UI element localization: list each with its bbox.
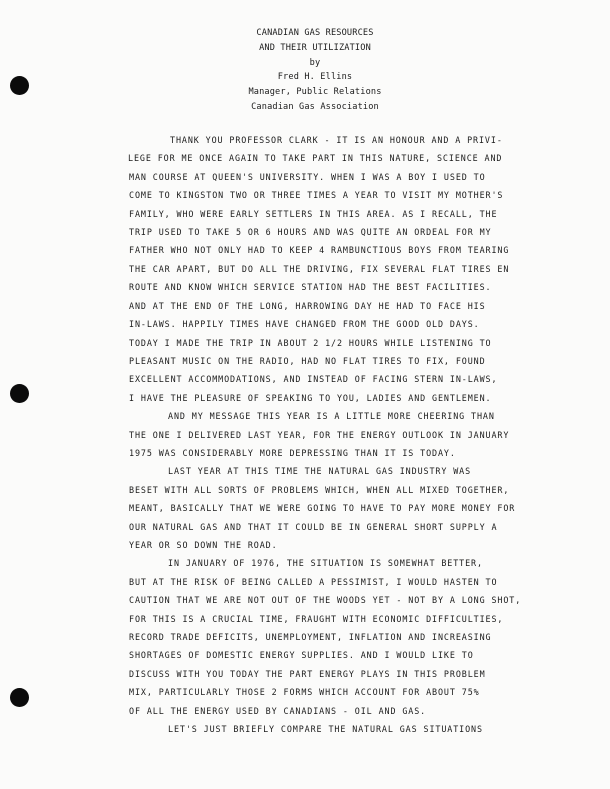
body-line: RECORD TRADE DEFICITS, UNEMPLOYMENT, INFLATION AND INCREASING (129, 632, 492, 642)
body-line: IN JANUARY OF 1976, THE SITUATION IS SOMEWHAT BETTER, (168, 558, 483, 569)
body-line: YEAR OR SO DOWN THE ROAD. (129, 539, 278, 550)
binder-hole-bottom (10, 688, 29, 707)
body-line: FOR THIS IS A CRUCIAL TIME, FRAUGHT WITH ECONOMIC DIFFICULTIES, (129, 613, 504, 624)
byline-by: by (309, 57, 321, 68)
title-line-1: CANADIAN GAS RESOURCES (256, 28, 374, 38)
body-line: THE ONE I DELIVERED LAST YEAR, FOR THE ENERGY OUTLOOK IN JANUARY (129, 429, 510, 440)
body-line: TODAY I MADE THE TRIP IN ABOUT 2 1/2 HOURS WHILE LISTENING TO (129, 337, 492, 348)
body-line: EXCELLENT ACCOMMODATIONS, AND INSTEAD OF FACING STERN IN-LAWS, (129, 374, 498, 385)
body-line: OF ALL THE ENERGY USED BY CANADIANS - OIL AND GAS. (129, 705, 427, 716)
binder-hole-middle (10, 384, 29, 403)
body-line: AND AT THE END OF THE LONG, HARROWING DAY HE HAD TO FACE HIS (129, 300, 486, 311)
body-line: DISCUSS WITH YOU TODAY THE PART ENERGY PLAYS IN THIS PROBLEM (129, 668, 486, 679)
author-position: Manager, Public Relations (248, 87, 382, 98)
body-line: AND MY MESSAGE THIS YEAR IS A LITTLE MORE CHEERING THAN (168, 411, 495, 422)
document-header (200, 26, 430, 115)
body-line: MIX, PARTICULARLY THOSE 2 FORMS WHICH ACCOUNT FOR ABOUT 75% (129, 687, 480, 698)
body-line: PLEASANT MUSIC ON THE RADIO, HAD NO FLAT TIRES TO FIX, FOUND (129, 355, 486, 366)
binder-hole-top (10, 76, 29, 95)
body-line: I HAVE THE PLEASURE OF SPEAKING TO YOU, LADIES AND GENTLEMEN. (129, 392, 492, 403)
body-line: MAN COURSE AT QUEEN'S UNIVERSITY. WHEN I WAS A BOY I USED TO (129, 171, 486, 182)
body-line: BESET WITH ALL SORTS OF PROBLEMS WHICH, WHEN ALL MIXED TOGETHER, (129, 484, 510, 495)
body-line: SHORTAGES OF DOMESTIC ENERGY SUPPLIES. AND I WOULD LIKE TO (129, 650, 474, 661)
body-line: COME TO KINGSTON TWO OR THREE TIMES A YEAR TO VISIT MY MOTHER'S (129, 190, 504, 201)
author-name: Fred H. Ellins (277, 72, 353, 83)
body-line: LET'S JUST BRIEFLY COMPARE THE NATURAL GAS SITUATIONS (168, 724, 483, 734)
body-line: MEANT, BASICALLY THAT WE WERE GOING TO HAVE TO PAY MORE MONEY FOR (129, 503, 516, 514)
body-line: LEGE FOR ME ONCE AGAIN TO TAKE PART IN THIS NATURE, SCIENCE AND (128, 153, 503, 164)
body-line: TRIP USED TO TAKE 5 OR 6 HOURS AND WAS QUITE AN ORDEAL FOR MY (129, 227, 492, 237)
body-line: ROUTE AND KNOW WHICH SERVICE STATION HAD THE BEST FACILITIES. (129, 282, 492, 293)
body-line: 1975 WAS CONSIDERABLY MORE DEPRESSING THAN IT IS TODAY. (129, 447, 456, 458)
body-line: FAMILY, WHO WERE EARLY SETTLERS IN THIS AREA. AS I RECALL, THE (129, 208, 498, 219)
title-line-2: AND THEIR UTILIZATION (259, 42, 371, 53)
body-line: THANK YOU PROFESSOR CLARK - IT IS AN HONOUR AND A PRIVI- (170, 135, 503, 145)
body-line: THE CAR APART, BUT DO ALL THE DRIVING, FIX SEVERAL FLAT TIRES EN (129, 263, 510, 274)
author-organization: Canadian Gas Association (251, 101, 379, 112)
body-line: BUT AT THE RISK OF BEING CALLED A PESSIMIST, I WOULD HASTEN TO (129, 576, 498, 587)
body-line: OUR NATURAL GAS AND THAT IT COULD BE IN GENERAL SHORT SUPPLY A (129, 521, 498, 532)
body-line: FATHER WHO NOT ONLY HAD TO KEEP 4 RAMBUNCTIOUS BOYS FROM TEARING (129, 245, 510, 256)
body-line: LAST YEAR AT THIS TIME THE NATURAL GAS INDUSTRY WAS (168, 466, 472, 477)
body-line: IN-LAWS. HAPPILY TIMES HAVE CHANGED FROM THE GOOD OLD DAYS. (129, 319, 480, 330)
body-line: CAUTION THAT WE ARE NOT OUT OF THE WOODS YET - NOT BY A LONG SHOT, (129, 595, 522, 606)
